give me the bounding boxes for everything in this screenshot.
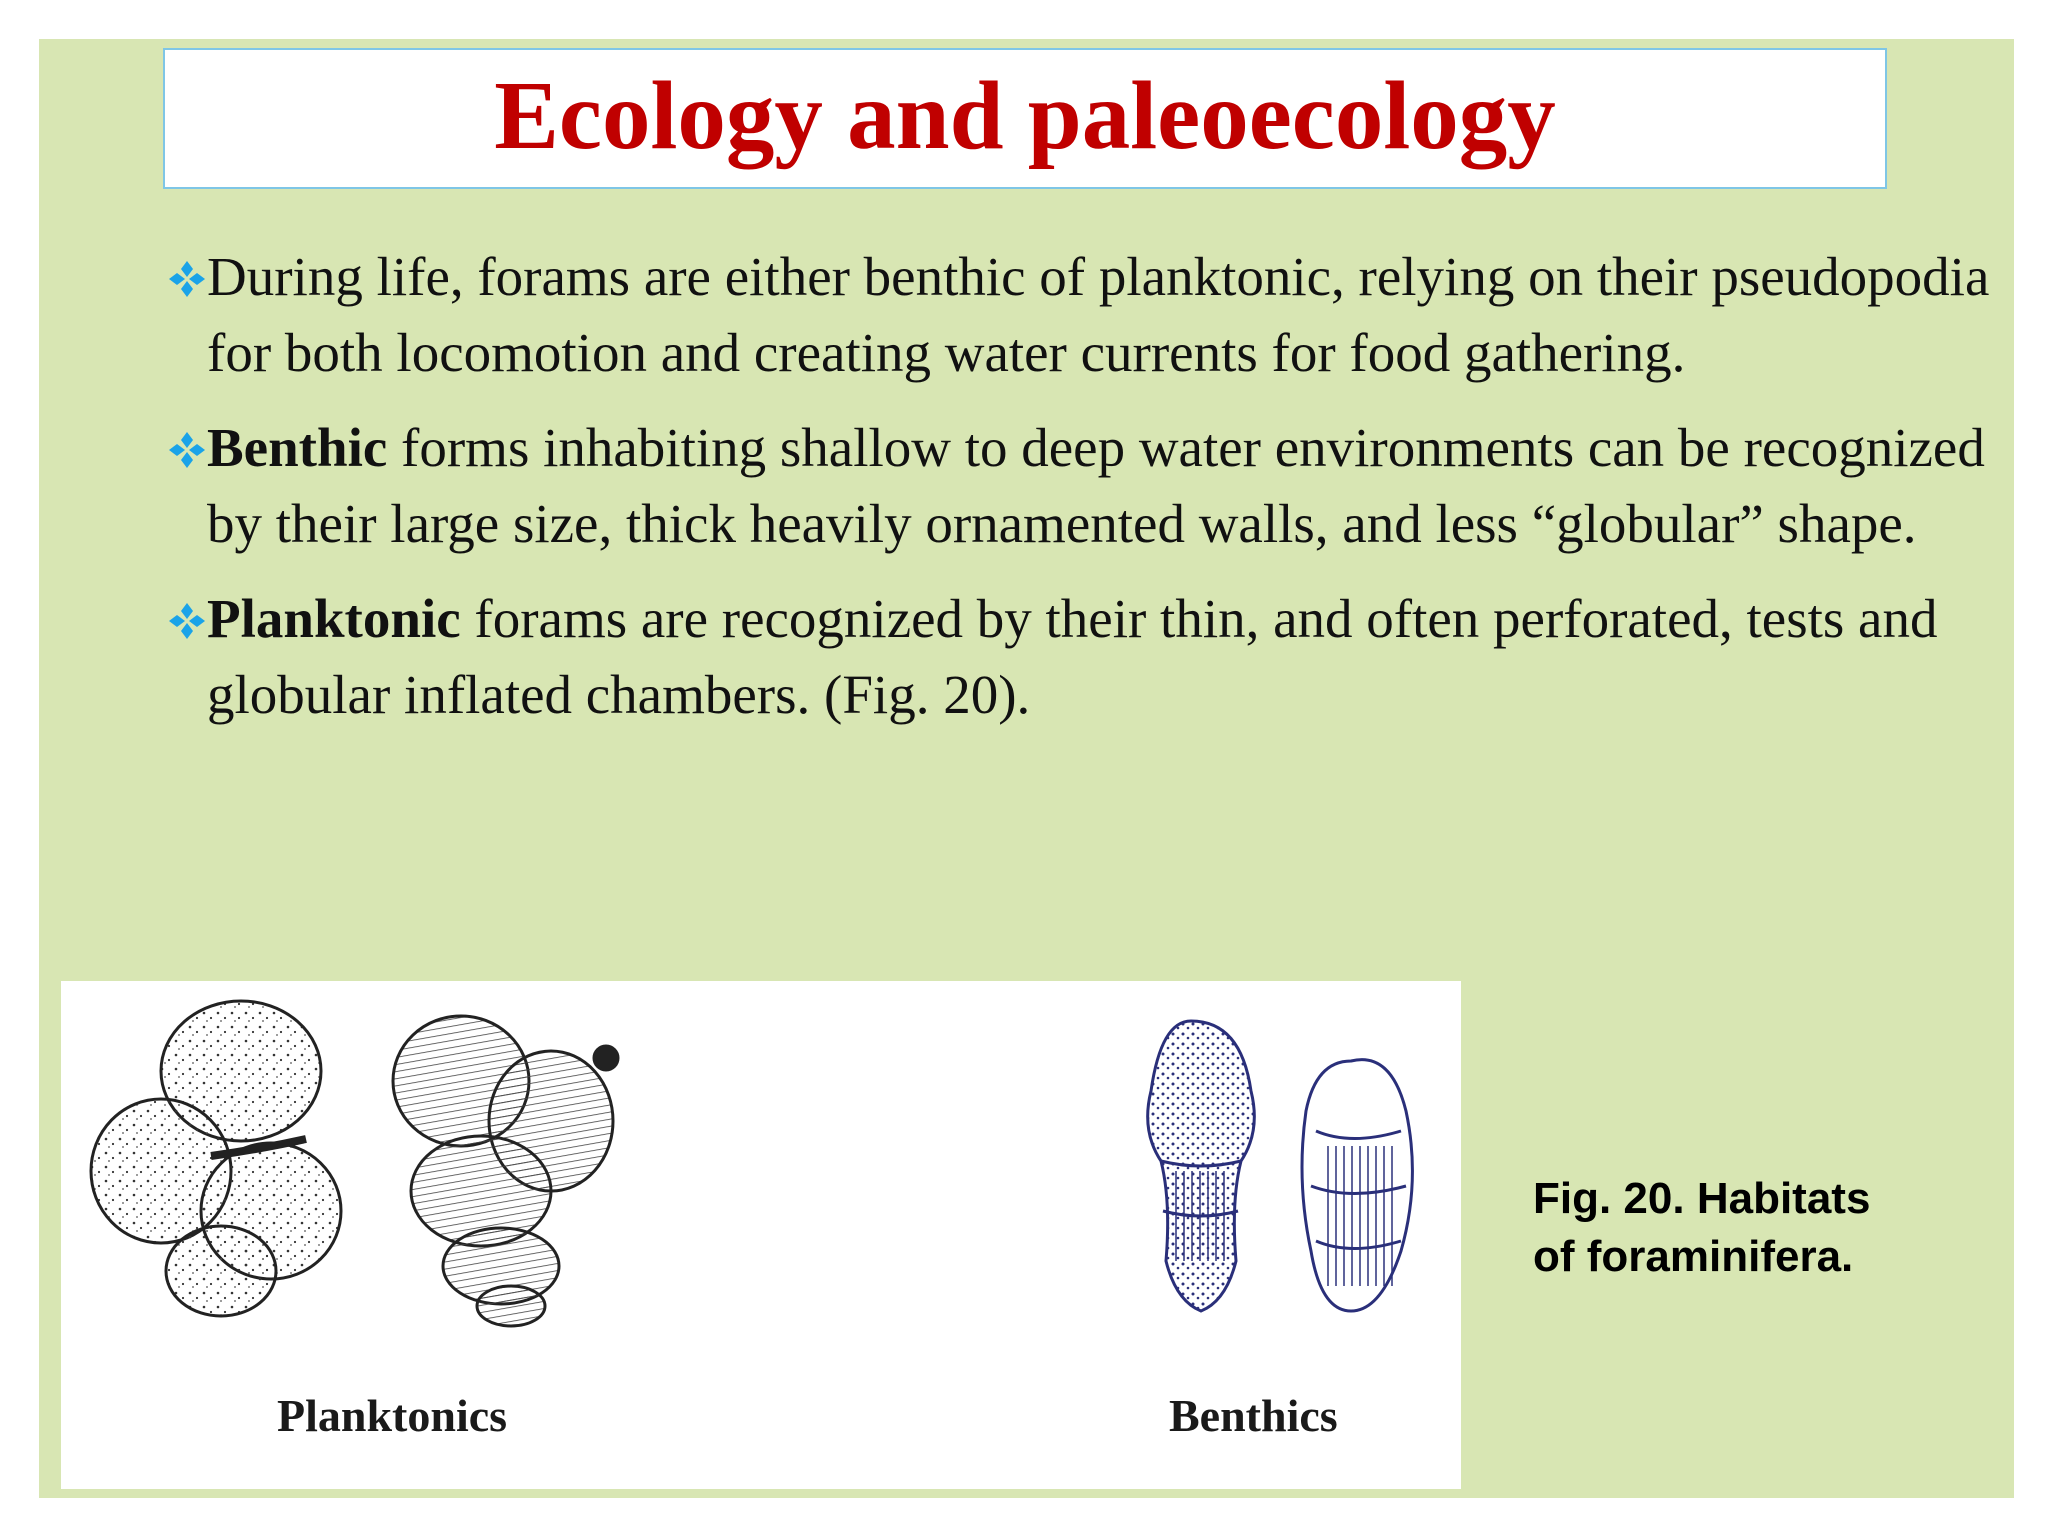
planktonics-label: Planktonics [277,1390,508,1441]
four-diamond-bullet-icon [167,601,207,641]
bullet-text: forams are recognized by their thin, and often perforated, tests and globular inflated chambers. (Fig. 20). [207,588,1938,725]
bullet-bold: Benthic [207,417,388,478]
benthics-label: Benthics [1169,1390,1338,1441]
benthic-foram-spiny-icon [1148,1021,1255,1311]
four-diamond-bullet-icon [167,259,207,299]
bullet-item [131,410,2011,562]
bullet-text: forms inhabiting shallow to deep water environments can be recognized by their large size, thick heavily ornamented walls, and less “globular” shape. [207,417,1985,554]
planktonic-foram-globular-icon [91,1001,341,1316]
four-diamond-bullet-icon [167,430,207,470]
bullet-item [131,239,2011,391]
planktonic-foram-ribbed-icon [393,1016,618,1326]
bullet-text: During life, forams are either benthic of planktonic, relying on their pseudopodia for both locomotion and creating water currents for food gathering. [207,246,1990,383]
slide [39,39,2014,1498]
bullet-list [131,239,2011,752]
slide-title: Ecology and paleoecology [494,62,1556,169]
figure-caption [1533,1170,1953,1286]
benthic-foram-smooth-icon [1302,1060,1412,1311]
foraminifera-figure [61,981,1461,1489]
title-box [163,48,1887,189]
caption-line-2: of foraminifera. [1533,1232,1854,1281]
bullet-item [131,581,2011,733]
caption-line-1: Fig. 20. Habitats [1533,1174,1871,1223]
bullet-bold: Planktonic [207,588,461,649]
